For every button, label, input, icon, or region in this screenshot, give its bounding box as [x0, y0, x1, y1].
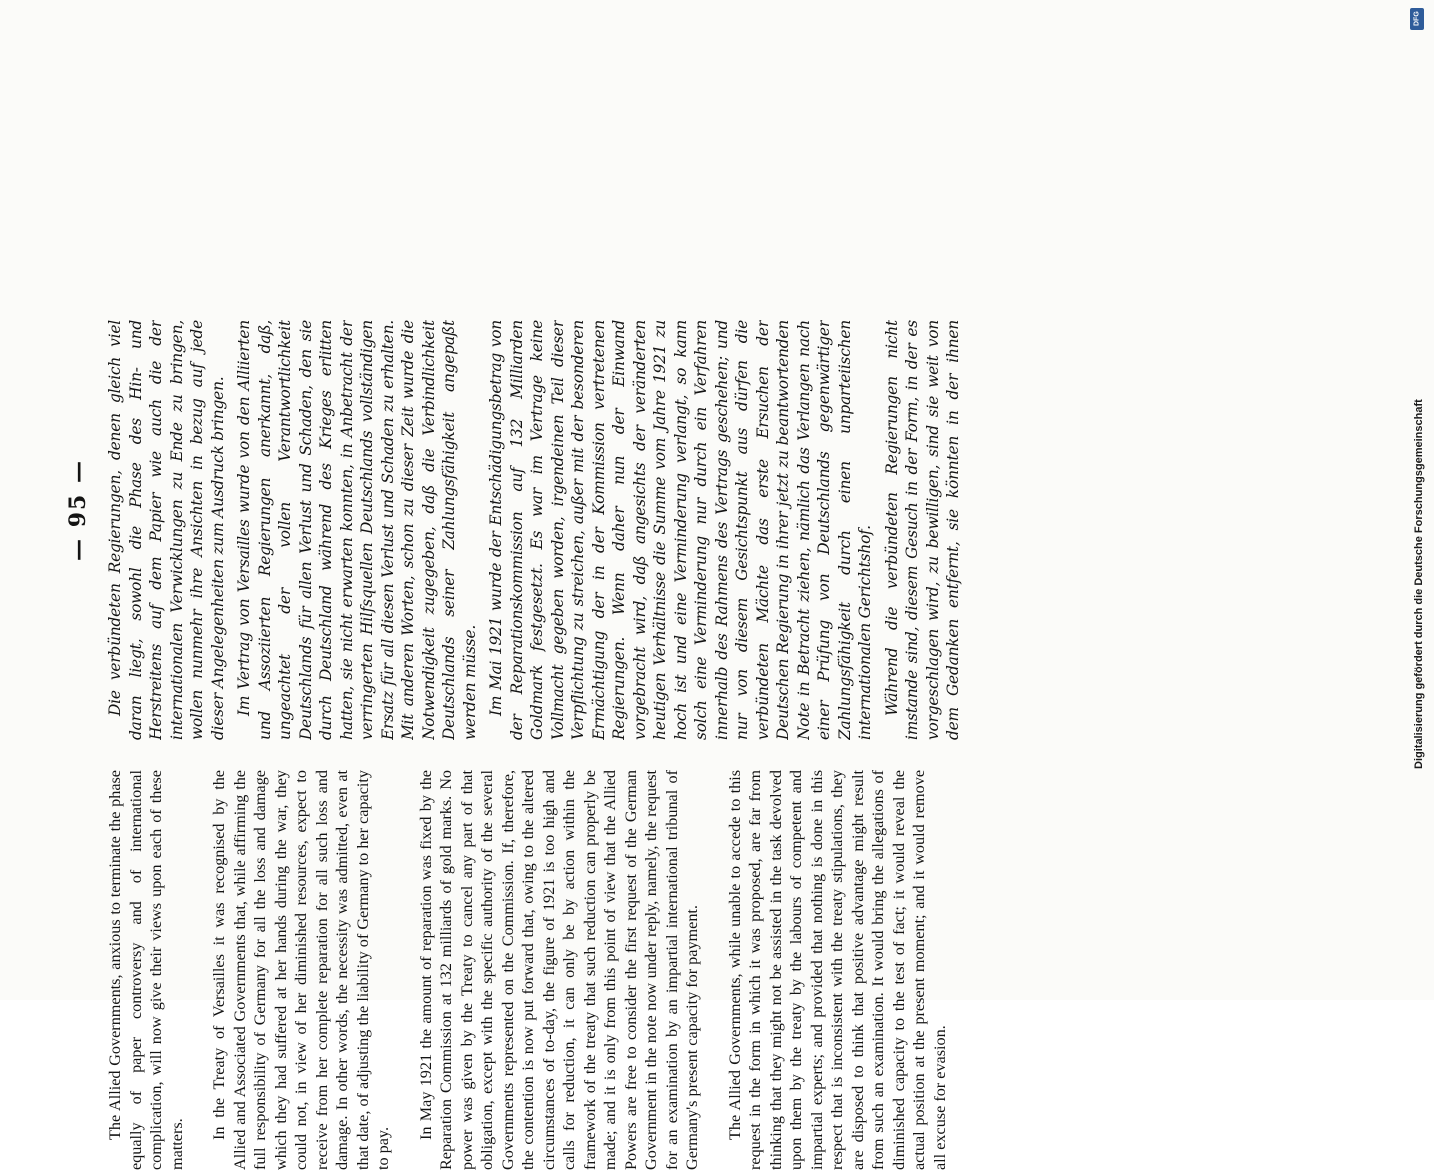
german-paragraph: Im Mai 1921 wurde der Entschädigungsbetrag von der Reparationskommission auf 132 Milliarden Goldmark festgesetzt. Es war im Vertrage keine Vollmacht gegeben worden, irgendeinen Teil dieser Verpflichtung zu streichen, außer mit der besonderen Ermächtigung der in der Kommission vertretenen Regierungen. Wenn daher nun der Einwand vorgebracht wird, daß angesichts der veränderten heutigen Verhältnisse die Summe vom Jahre 1921 zu hoch ist und eine Verminderung verlangt, so kann solch eine Verminderung nur durch ein Verfahren innerhalb des Rahmens des Vertrags geschehen; und nur von diesem Gesichtspunkt aus dürfen die verbündeten Mächte das erste Ersuchen der Deutschen Regierung in ihrer jetzt zu beantwortenden Note in Betracht ziehen, nämlich das Verlangen nach einer Prüfung von Deutschlands gegenwärtiger Zahlungsfähigkeit durch einen unparteiischen internationalen Gerichtshof.	[487, 320, 874, 740]
dfg-logo: DFG	[1410, 8, 1424, 30]
english-paragraph: In the Treaty of Versailles it was recognised by the Allied and Associated Governments that, while affirming the full responsibility of Germany for all the loss and damage which they had suffered at her hands during the war, they could not, in view of her diminished resources, expect to receive from her complete reparation for all such loss and damage. In other words, the necessity was admitted, even at that date, of adjusting the liability of Germany to her capacity to pay.	[210, 770, 392, 1170]
english-paragraph: In May 1921 the amount of reparation was fixed by the Reparation Commission at 132 milliards of gold marks. No power was given by the Treaty to cancel any part of that obligation, except with the specific authority of the several Governments represented on the Commission. If, therefore, the contention is now put forward that, owing to the altered circumstances of to-day, the figure of 1921 is too high and calls for reduction, it can only be by action within the framework of the treaty that such reduction can properly be made; and it is only from this point of view that the Allied Powers are free to consider the first request of the German Government in the note now under reply, namely, the request for an examination by an impartial international tribunal of Germany's present capacity for payment.	[416, 770, 701, 1170]
page-number: — 95 —	[65, 459, 91, 561]
german-paragraph: Während die verbündeten Regierungen nicht imstande sind, diesem Gesuch in der Form, in der es vorgeschlagen wird, zu bewilligen, sind sie weit von dem Gedanken entfernt, sie könnten in der ihnen	[882, 320, 962, 740]
german-column	[105, 320, 965, 740]
english-column	[105, 770, 965, 1170]
german-paragraph: Die verbündeten Regierungen, denen gleich viel daran liegt, sowohl die Phase des Hin- und Herstreitens auf dem Papier wie auch die der internationalen Verwicklungen zu Ende zu bringen, wollen nunmehr ihre Ansichten in bezug auf jede dieser Angelegenheiten zum Ausdruck bringen.	[106, 320, 227, 740]
english-paragraph: The Allied Governments, while unable to accede to this request in the form in which it was proposed, are far from thinking that they might not be assisted in the task devolved upon them by the treaty by the labours of competent and impartial experts; and provided that nothing is done in this respect that is inconsistent with the treaty stipulations, they are disposed to think that positive advantage might result from such an examination. It would bring the allegations of diminished capacity to the test of fact; it would reveal the actual position at the present moment; and it would remove all excuse for evasion.	[725, 770, 949, 1170]
digitization-credit: Digitalisierung gefördert durch die Deutsche Forschungsgemeinschaft	[1413, 399, 1425, 769]
english-paragraph: The Allied Governments, anxious to terminate the phase equally of paper controversy and of international complication, will now give their views upon each of these matters.	[106, 770, 186, 1170]
digitization-sidebar	[1412, 0, 1430, 1000]
german-paragraph: Im Vertrag von Versailles wurde von den Alliierten und Assoziierten Regierungen anerkannt, daß, ungeachtet der vollen Verantwortlichkeit Deutschlands für allen Verlust und Schaden, den sie durch Deutschland während des Krieges erlitten hatten, sie nicht erwarten konnten, in Anbetracht der verringerten Hilfsquellen Deutschlands vollständigen Ersatz für all diesen Verlust und Schaden zu erhalten. Mit anderen Worten, schon zu dieser Zeit wurde die Notwendigkeit zugegeben, daß die Verbindlichkeit Deutschlands seiner Zahlungsfähigkeit angepaßt werden müsse.	[235, 320, 479, 740]
rotated-page-content	[65, 0, 965, 1170]
